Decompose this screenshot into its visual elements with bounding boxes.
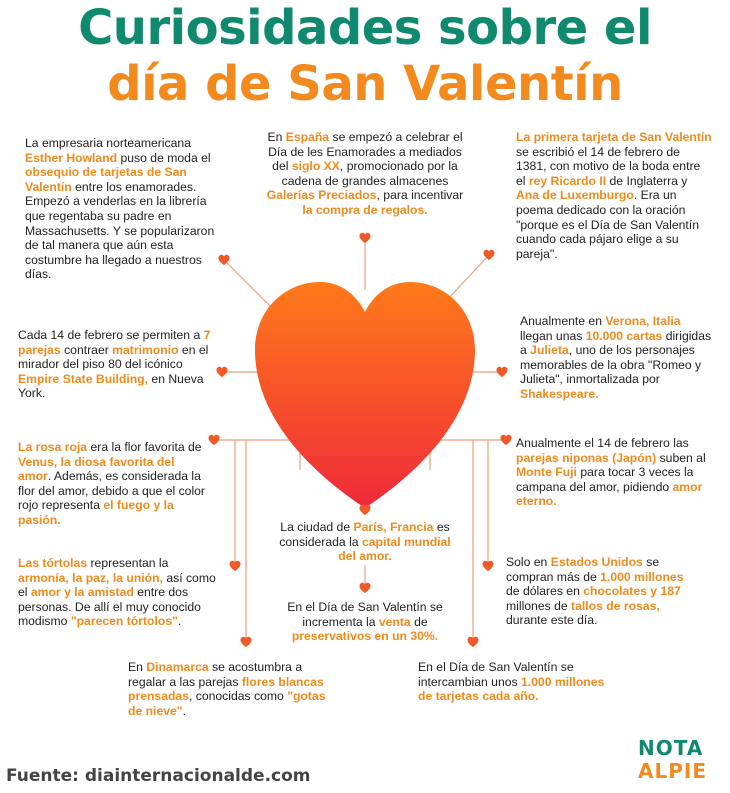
small-heart-icon bbox=[359, 233, 370, 243]
highlight-text: Estados Unidos bbox=[550, 555, 643, 569]
fact-text: se acostumbra a regalar a las parejas bbox=[128, 660, 303, 689]
fact-text: en el mirador del piso 80 del icónico bbox=[18, 342, 209, 372]
fact-preservativos bbox=[276, 600, 454, 644]
fact-text: millones de bbox=[506, 598, 572, 613]
highlight-text: Monte Fuji bbox=[516, 465, 577, 480]
fact-primera-tarjeta bbox=[516, 130, 712, 261]
fact-text: Cada 14 de febrero se permiten a bbox=[18, 328, 204, 342]
highlight-text: Ana de Luxemburgo bbox=[516, 188, 634, 203]
fact-text: En el Día de San Valentín se incrementa la bbox=[287, 600, 443, 629]
fact-text: era la flor favorita de bbox=[87, 440, 202, 454]
highlight-text: preservativos en un 30%. bbox=[291, 629, 439, 644]
highlight-text: obsequio de tarjetas de San Valentín bbox=[25, 165, 187, 194]
highlight-text: París, Francia bbox=[353, 520, 434, 534]
fact-text: dirigidas a bbox=[520, 328, 712, 358]
small-heart-icon bbox=[496, 367, 507, 377]
logo-line-2: ALPIE bbox=[638, 759, 707, 783]
highlight-text: Dinamarca bbox=[146, 660, 209, 674]
fact-tarjetas bbox=[418, 660, 614, 704]
fact-paris bbox=[276, 520, 454, 564]
fact-rosa-roja bbox=[18, 440, 208, 528]
fact-empire-state bbox=[18, 328, 218, 401]
highlight-text: 7 parejas bbox=[18, 328, 211, 357]
highlight-text: 1.000 millones de tarjetas cada año. bbox=[418, 674, 605, 704]
highlight-text: España bbox=[285, 130, 330, 144]
highlight-text: tallos de rosas, bbox=[571, 598, 660, 613]
fact-text: se compran más de bbox=[506, 555, 660, 584]
fact-text: . bbox=[182, 703, 186, 718]
fact-text: para tocar 3 veces la campana del amor, pidiendo bbox=[516, 465, 694, 494]
highlight-text: Venus, la diosa favorita del amor bbox=[18, 454, 175, 484]
fact-text: Solo en bbox=[506, 555, 551, 569]
fact-text: de Inglaterra y bbox=[606, 173, 688, 188]
highlight-text: el fuego y la pasión. bbox=[18, 498, 174, 527]
fact-estados-unidos bbox=[506, 555, 696, 628]
fact-text: durante este día. bbox=[506, 613, 598, 628]
highlight-text: 10.000 cartas bbox=[585, 328, 663, 343]
highlight-text: Esther Howland bbox=[25, 150, 118, 165]
small-heart-icon bbox=[500, 435, 511, 445]
fact-text: se empezó a celebrar el Día de les Enamorades a mediados del bbox=[268, 130, 463, 174]
fact-text: suben al bbox=[656, 450, 706, 465]
highlight-text: Verona, Italia bbox=[605, 314, 681, 328]
highlight-text: la compra de regalos. bbox=[302, 202, 428, 217]
fact-text: . Además, es considerada la flor del amor, debido a que el color rojo representa bbox=[18, 469, 205, 513]
fact-monte-fuji bbox=[516, 436, 712, 509]
fact-text: En bbox=[267, 130, 286, 144]
highlight-text: rey Ricardo II bbox=[528, 173, 607, 188]
title-line-2: día de San Valentín bbox=[107, 56, 623, 112]
fact-text: , promocionado por la cadena de grandes almacenes bbox=[281, 159, 458, 188]
fact-text: representan la bbox=[87, 556, 169, 570]
nota-alpie-logo bbox=[638, 735, 714, 785]
highlight-text: siglo XX bbox=[291, 159, 340, 174]
fact-text: contraer bbox=[60, 342, 113, 357]
highlight-text: La primera tarjeta de San Valentín bbox=[516, 130, 712, 144]
fact-text: entre dos personas. De allí el muy conocido modismo bbox=[18, 585, 201, 629]
fact-text: La ciudad de bbox=[280, 520, 354, 534]
highlight-text: "parecen tórtolos" bbox=[70, 614, 178, 629]
fact-esther-howland bbox=[25, 136, 225, 282]
highlight-text: venta bbox=[378, 614, 411, 629]
fact-text: La empresaria norteamericana bbox=[25, 136, 191, 150]
highlight-text: Empire State Building, bbox=[18, 371, 149, 386]
fact-dinamarca bbox=[128, 660, 328, 718]
highlight-text: La rosa roja bbox=[18, 440, 88, 454]
fact-text: , conocidas como bbox=[188, 689, 288, 704]
small-heart-icon bbox=[216, 367, 227, 377]
fact-text: se escribió el 14 de febrero de 1381, con motivo de la boda entre el bbox=[516, 144, 701, 188]
title-line-1: Curiosidades sobre el bbox=[78, 0, 652, 56]
small-heart-icon bbox=[208, 435, 219, 445]
highlight-text: capital mundial del amor. bbox=[338, 534, 451, 564]
fact-verona bbox=[520, 314, 716, 402]
big-heart bbox=[255, 282, 475, 508]
fact-espana bbox=[262, 130, 468, 218]
fact-text: puso de moda el bbox=[117, 150, 211, 165]
highlight-text: flores blancas prensadas bbox=[128, 674, 324, 704]
fact-text: Anualmente el 14 de febrero las bbox=[516, 436, 689, 450]
highlight-text: amor eterno. bbox=[516, 479, 703, 509]
highlight-text: amor y la amistad bbox=[30, 585, 134, 600]
fact-text: en Nueva York. bbox=[18, 371, 204, 401]
fact-text: Anualmente en bbox=[520, 314, 606, 328]
fact-text: así como el bbox=[18, 570, 216, 600]
highlight-text: 1.000 millones bbox=[600, 569, 684, 584]
highlight-text: parejas niponas (Japón) bbox=[516, 450, 657, 465]
fact-text: es considerada la bbox=[279, 520, 450, 549]
fact-text: entre los enamorades. Empezó a venderlas en la librería que regentaba su padre en Massachusetts. Y se popularizaron de tal manera que aún esta costumbre ha llegado a nuestros días. bbox=[25, 179, 215, 282]
fact-tortolas bbox=[18, 556, 218, 629]
fact-text: En el Día de San Valentín se intercambian unos bbox=[418, 660, 574, 689]
highlight-text: matrimonio bbox=[112, 342, 179, 357]
highlight-text: armonía, la paz, la unión, bbox=[18, 570, 163, 585]
fact-text: de bbox=[410, 614, 428, 629]
fact-text: , uno de los personajes memorables de la obra "Romeo y Julieta", inmortalizada por bbox=[520, 343, 702, 387]
fact-text: de dólares en bbox=[506, 584, 584, 599]
fact-text: . Era un poema dedicado con la oración "porque es el Día de San Valentín cuando cada pájaro elige a su pareja". bbox=[516, 188, 699, 261]
highlight-text: Shakespeare. bbox=[520, 386, 599, 401]
fact-text: , para incentivar bbox=[376, 188, 464, 203]
highlight-text: Las tórtolas bbox=[18, 556, 88, 570]
highlight-text: chocolates y 187 bbox=[583, 584, 681, 599]
highlight-text: "gotas de nieve" bbox=[128, 689, 326, 718]
fact-text: . bbox=[177, 614, 182, 629]
source-credit: Fuente: diainternacionalde.com bbox=[6, 766, 311, 786]
highlight-text: Julieta bbox=[530, 343, 569, 358]
fact-text: llegan unas bbox=[520, 328, 586, 343]
fact-text: En bbox=[128, 660, 147, 674]
logo-line-1: NOTA bbox=[638, 736, 704, 760]
highlight-text: Galerías Preciados bbox=[266, 188, 377, 203]
